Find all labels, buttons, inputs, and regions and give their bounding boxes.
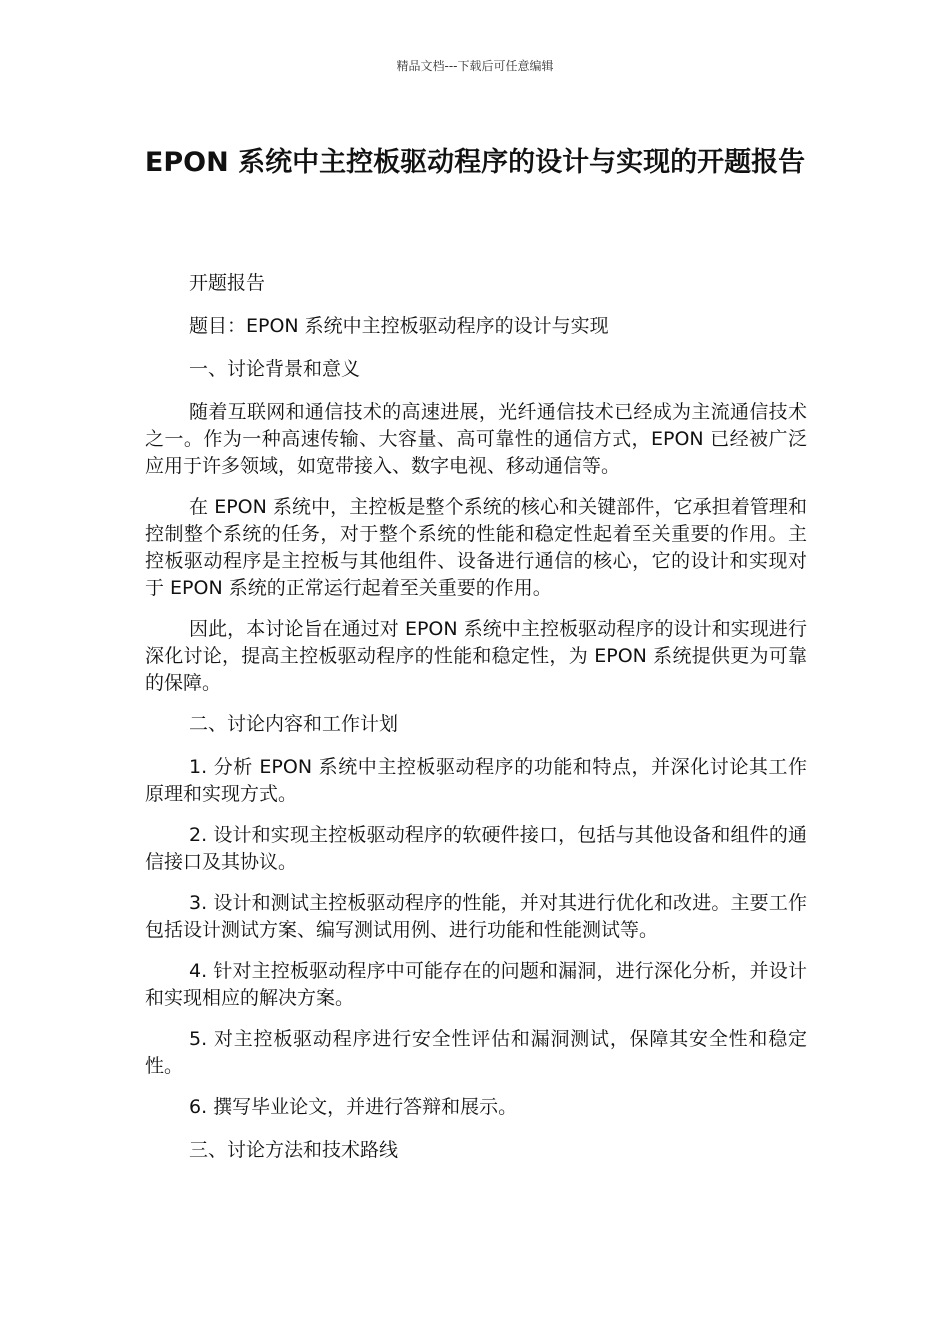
list-item-3: 3. 设计和测试主控板驱动程序的性能，并对其进行优化和改进。主要工作包括设计测试方案、编写测试用例、进行功能和性能测试等。 bbox=[145, 892, 807, 941]
list-item-6: 6. 撰写毕业论文，并进行答辩和展示。 bbox=[189, 1096, 518, 1118]
section-heading-background: 一、讨论背景和意义 bbox=[189, 358, 361, 380]
list-item-5: 5. 对主控板驱动程序进行安全性评估和漏洞测试，保障其安全性和稳定性。 bbox=[145, 1028, 807, 1077]
list-item-4: 4. 针对主控板驱动程序中可能存在的问题和漏洞，进行深化分析，并设计和实现相应的解决方案。 bbox=[145, 960, 807, 1009]
paragraph-background-2: 在 EPON 系统中，主控板是整个系统的核心和关键部件，它承担着管理和控制整个系统的任务，对于整个系统的性能和稳定性起着至关重要的作用。主控板驱动程序是主控板与其他组件、设备进行通信的核心，它的设计和实现对于 EPON 系统的正常运行起着至关重要的作用。 bbox=[145, 496, 807, 599]
paragraph-topic: 题目：EPON 系统中主控板驱动程序的设计与实现 bbox=[189, 315, 609, 337]
section-heading-methods: 三、讨论方法和技术路线 bbox=[189, 1139, 399, 1161]
document-title: EPON 系统中主控板驱动程序的设计与实现的开题报告 bbox=[144, 147, 806, 178]
header-note: 精品文档---下载后可任意编辑 bbox=[396, 59, 554, 73]
section-heading-content: 二、讨论内容和工作计划 bbox=[189, 713, 399, 735]
paragraph-report-label: 开题报告 bbox=[189, 272, 266, 294]
list-item-1: 1. 分析 EPON 系统中主控板驱动程序的功能和特点，并深化讨论其工作原理和实现方式。 bbox=[145, 756, 807, 805]
paragraph-background-1: 随着互联网和通信技术的高速进展，光纤通信技术已经成为主流通信技术之一。作为一种高速传输、大容量、高可靠性的通信方式，EPON 已经被广泛应用于许多领域，如宽带接入、数字电视、移动通信等。 bbox=[145, 401, 807, 477]
paragraph-background-3: 因此，本讨论旨在通过对 EPON 系统中主控板驱动程序的设计和实现进行深化讨论，提高主控板驱动程序的性能和稳定性，为 EPON 系统提供更为可靠的保障。 bbox=[145, 618, 807, 694]
document-body bbox=[145, 270, 807, 1180]
list-item-2: 2. 设计和实现主控板驱动程序的软硬件接口，包括与其他设备和组件的通信接口及其协议。 bbox=[145, 824, 807, 873]
